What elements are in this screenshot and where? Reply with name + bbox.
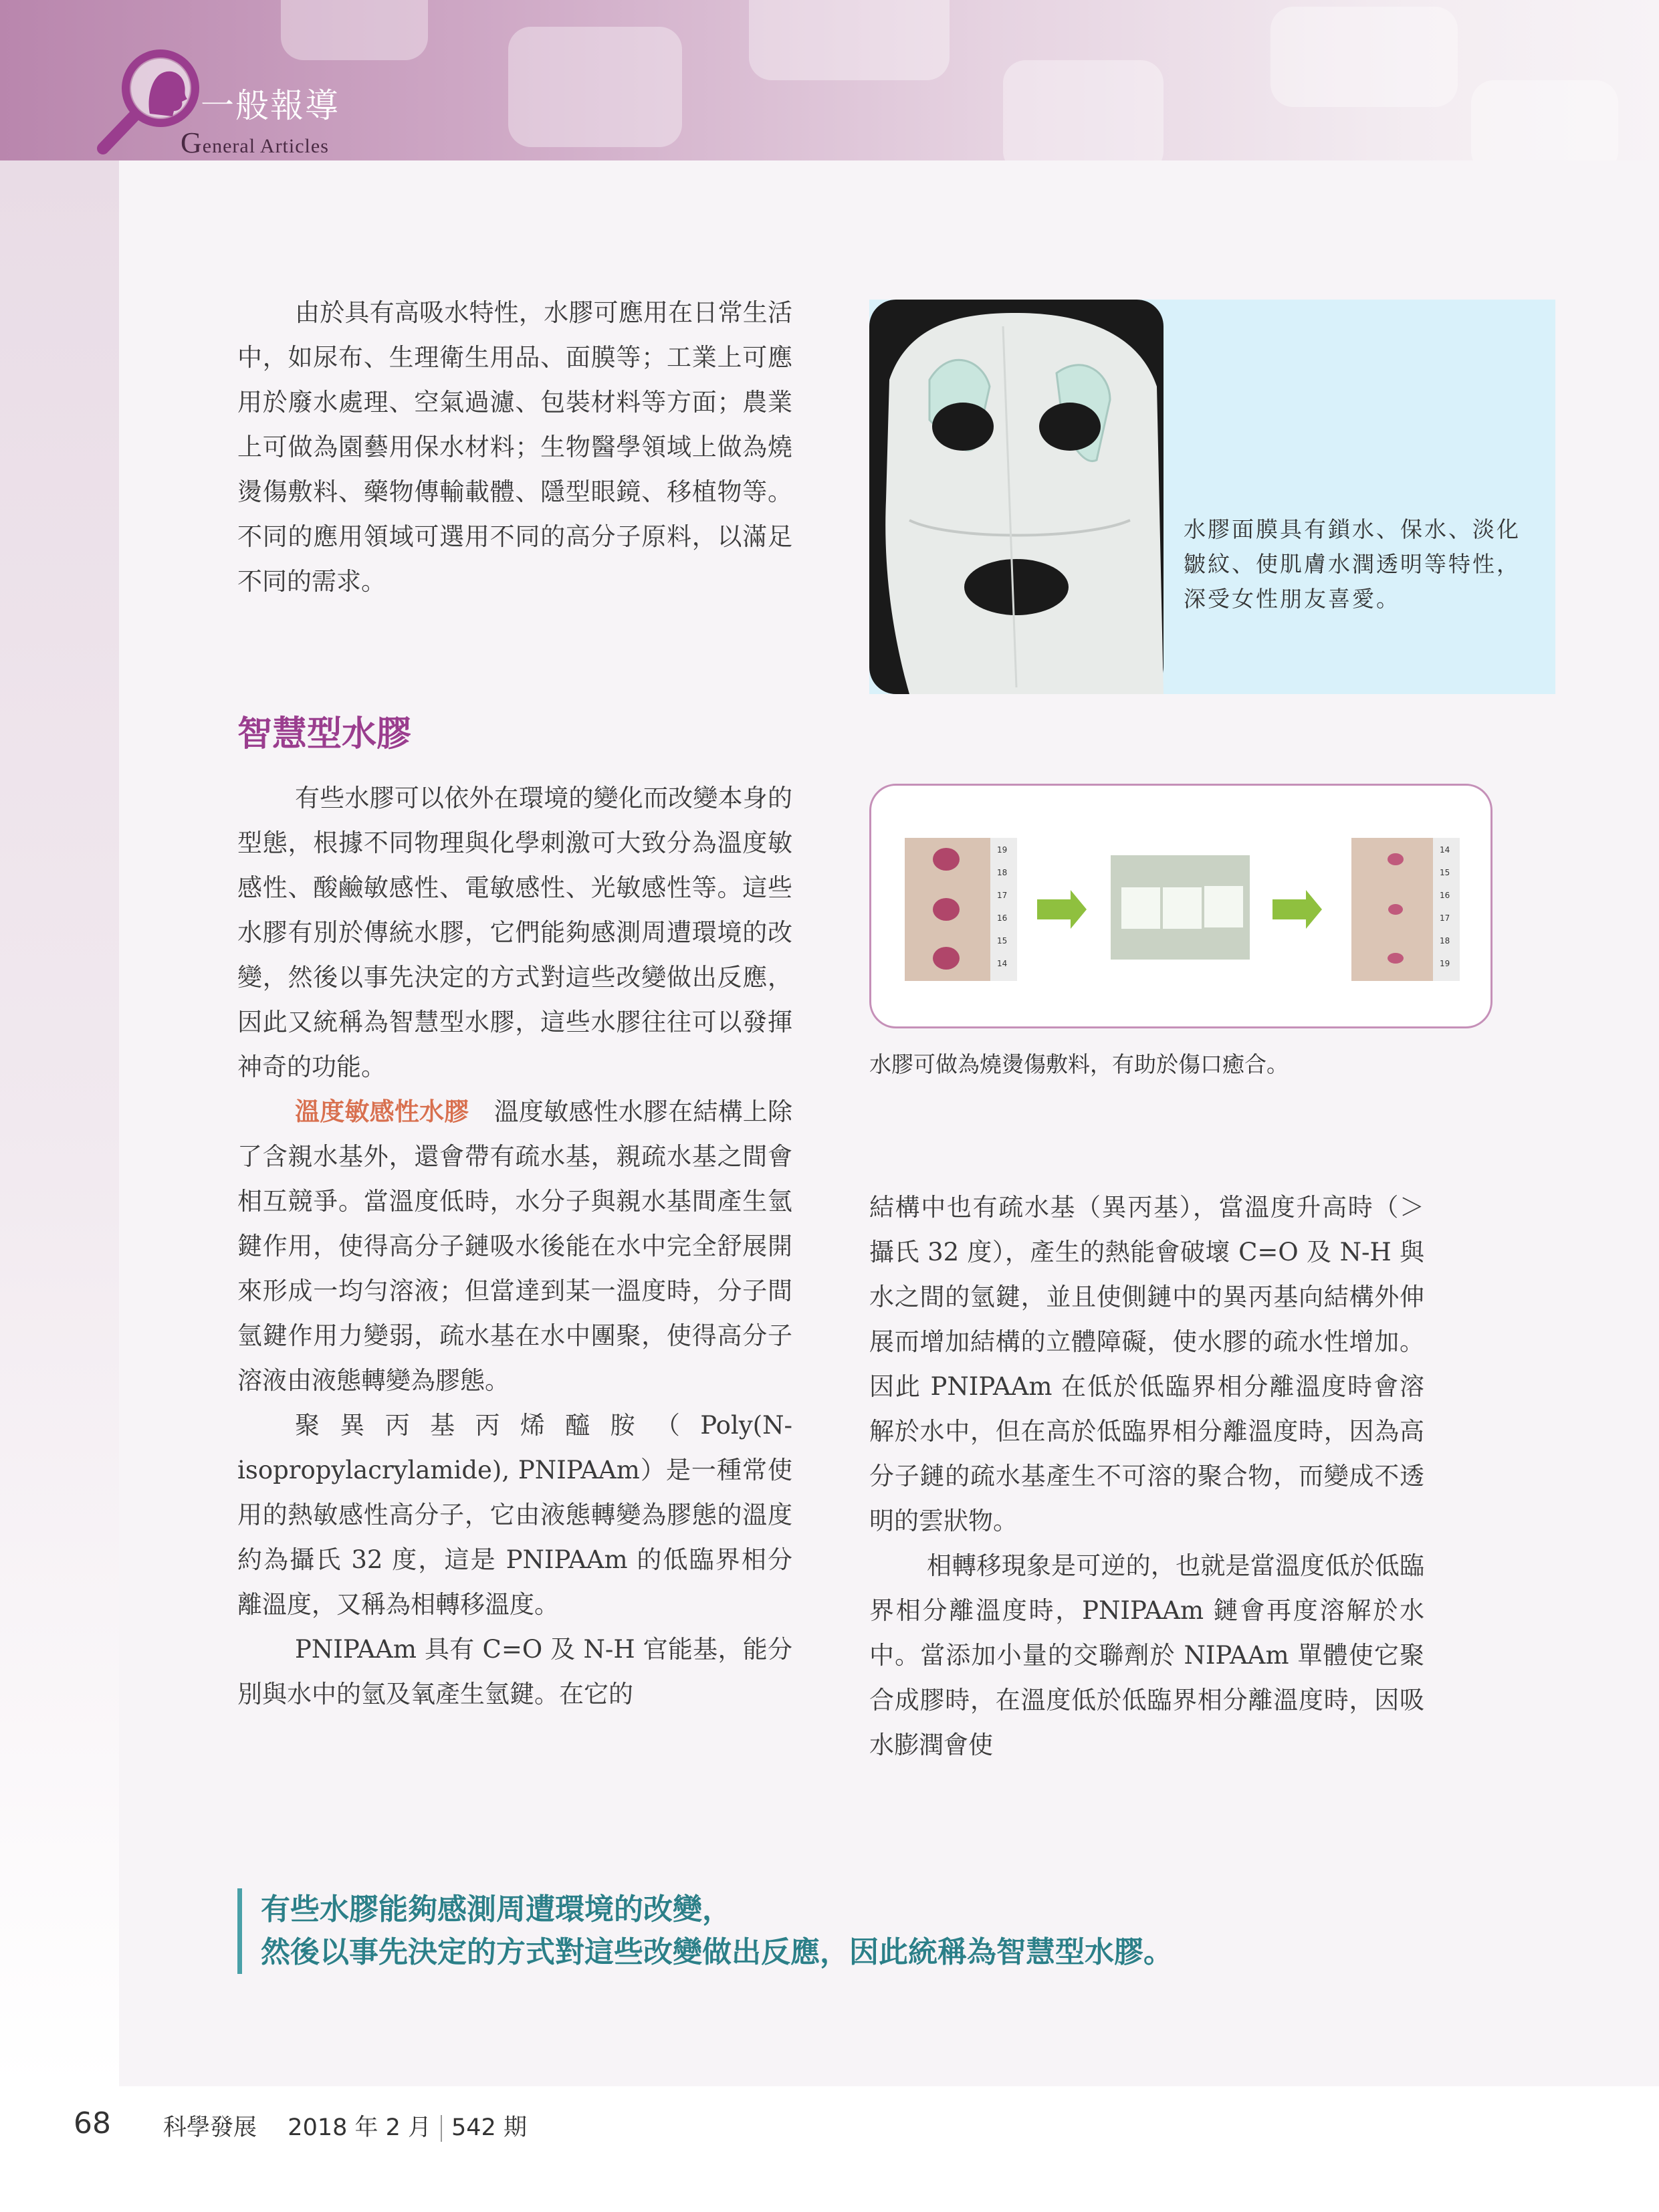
ruler-tick: 15 (997, 936, 1008, 946)
arrow-right-icon (1037, 890, 1087, 929)
pull-quote-line-2: 然後以事先決定的方式對這些改變做出反應，因此統稱為智慧型水膠。 (261, 1935, 1173, 1969)
paragraph-pnipaam: 聚異丙基丙烯醯胺（Poly(N-isopropylacrylamide), PNIPAAm）是一種常使用的熱敏感性高分子，它由液態轉變為膠態的溫度約為攝氏 32 度，這是 PNIPAAm 的低臨界相分離溫度，又稱為相轉移溫度。 (237, 1411, 792, 1619)
wound-dressing-sequence (871, 786, 1495, 1030)
left-margin-stripe (0, 160, 119, 2086)
arrow-right-icon (1273, 890, 1322, 929)
left-column (237, 776, 792, 1717)
mask-caption: 水膠面膜具有鎖水、保水、淡化皺紋、使肌膚水潤透明等特性，深受女性朋友喜愛。 (1184, 516, 1521, 612)
footer-divider (441, 2115, 442, 2142)
section-title-zh: 一般報導 (201, 86, 340, 125)
paragraph-temperature (237, 1089, 792, 1403)
paragraph-functional-groups: PNIPAAm 具有 C=O 及 N-H 官能基，能分別與水中的氫及氧產生氫鍵。在它的 (237, 1635, 792, 1708)
footer-publication-info (163, 2109, 527, 2142)
mask-figure (869, 300, 1555, 694)
issue-number: 542 期 (451, 2114, 527, 2141)
ruler-tick: 18 (997, 868, 1008, 877)
paragraph-phase-transition: 相轉移現象是可逆的，也就是當溫度低於低臨界相分離溫度時，PNIPAAm 鏈會再度溶解於水中。當添加小量的交聯劑於 NIPAAm 單體使它聚合成膠時，在溫度低於低臨界相分離溫度時，因吸水膨潤會使 (869, 1551, 1424, 1759)
intro-column (237, 290, 792, 604)
intro-paragraph: 由於具有高吸水特性，水膠可應用在日常生活中，如尿布、生理衛生用品、面膜等；工業上可應用於廢水處理、空氣過濾、包裝材料等方面；農業上可做為園藝用保水材料；生物醫學領域上做為燒燙傷敷料、藥物傳輸載體、隱型眼鏡、移植物等。不同的應用領域可選用不同的高分子原料，以滿足不同的需求。 (237, 298, 792, 596)
pull-quote-line-1: 有些水膠能夠感測周遭環境的改變， (261, 1892, 732, 1926)
subheading-temperature: 溫度敏感性水膠 (295, 1097, 469, 1126)
paragraph-smart-hydrogel: 有些水膠可以依外在環境的變化而改變本身的型態，根據不同物理與化學刺激可大致分為溫度敏感性、酸鹼敏感性、電敏感性、光敏感性等。這些水膠有別於傳統水膠，它們能夠感測周遭環境的改變，然後以事先決定的方式對這些改變做出反應，因此又統稱為智慧型水膠，這些水膠往往可以發揮神奇的功能。 (237, 784, 792, 1081)
ruler-tick: 18 (1440, 936, 1450, 946)
section-title-en-initial: G (181, 126, 203, 159)
footer (0, 2086, 1659, 2212)
paragraph-temperature-body: 溫度敏感性水膠在結構上除了含親水基外，還會帶有疏水基，親疏水基之間會相互競爭。當溫度低時，水分子與親水基間產生氫鍵作用，使得高分子鏈吸水後能在水中完全舒展開來形成一均勻溶液；但當達到某一溫度時，分子間氫鍵作用力變弱，疏水基在水中團聚，使得高分子溶液由液態轉變為膠態。 (237, 1097, 793, 1395)
ruler-tick: 14 (1440, 845, 1450, 855)
section-title-en (181, 126, 329, 160)
ruler-tick: 14 (997, 959, 1008, 968)
ruler-tick: 16 (1440, 891, 1450, 900)
paragraph-hydrophobic: 結構中也有疏水基（異丙基），當溫度升高時（＞攝氏 32 度），產生的熱能會破壞 C=O 及 N-H 與水之間的氫鍵，並且使側鏈中的異丙基向結構外伸展而增加結構的立體障礙，使水膠的疏水性增加。因此 PNIPAAm 在低於低臨界相分離溫度時會溶解於水中，但在高於低臨界相分離溫度時，因為高分子鏈的疏水基產生不可溶的聚合物，而變成不透明的雲狀物。 (869, 1193, 1424, 1535)
right-column (869, 1185, 1424, 1767)
ruler-tick: 17 (997, 891, 1008, 900)
ruler-tick: 16 (997, 913, 1008, 923)
section-heading: 智慧型水膠 (237, 714, 412, 754)
wound-dressing-figure (869, 784, 1492, 1028)
face-mask-photo (869, 300, 1164, 694)
pull-quote (237, 1888, 1173, 1974)
ruler-tick: 19 (1440, 959, 1450, 968)
ruler-tick: 17 (1440, 913, 1450, 923)
magazine-name: 科學發展 (163, 2114, 257, 2141)
ruler-tick: 15 (1440, 868, 1450, 877)
section-title-en-rest: eneral Articles (202, 135, 329, 157)
ruler-tick: 19 (997, 845, 1008, 855)
wound-caption: 水膠可做為燒燙傷敷料，有助於傷口癒合。 (869, 1051, 1289, 1077)
issue-date: 2018 年 2 月 (288, 2114, 432, 2141)
page-number: 68 (74, 2106, 111, 2140)
